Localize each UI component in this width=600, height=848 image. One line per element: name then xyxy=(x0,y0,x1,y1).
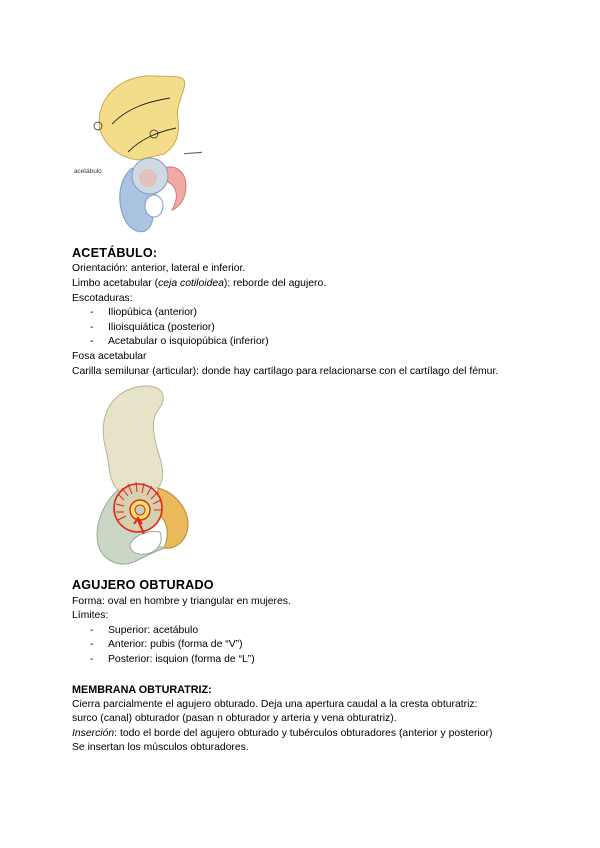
text-orientacion: Orientación: anterior, lateral e inferior. xyxy=(72,263,246,274)
list-item: Posterior: isquion (forma de “L”) xyxy=(108,654,255,665)
text-insercion xyxy=(72,727,493,742)
list-dash: - xyxy=(90,322,94,333)
list-item: Ilioisquiática (posterior) xyxy=(108,322,215,333)
hip-bone-illustration-1 xyxy=(72,68,252,238)
list-item: Iliopúbica (anterior) xyxy=(108,307,197,318)
text-escotaduras: Escotaduras: xyxy=(72,293,133,304)
section-title-acetabulo: ACETÁBULO: xyxy=(72,246,158,260)
text-musculos-obturadores: Se insertan los músculos obturadores. xyxy=(72,742,249,753)
text-carilla: Carilla semilunar (articular): donde hay cartílago para relacionarse con el cartílago del fémur. xyxy=(72,366,499,377)
section-title-agujero-obturado: AGUJERO OBTURADO xyxy=(72,578,214,592)
text-limites: Límites: xyxy=(72,610,109,621)
limbo-post: ): reborde del agujero. xyxy=(223,278,327,289)
list-item: Superior: acetábulo xyxy=(108,625,199,636)
insercion-post: : todo el borde del agujero obturado y tubérculos obturadores (anterior y posterior) xyxy=(114,728,493,739)
list-dash: - xyxy=(90,307,94,318)
insercion-italic: Inserción xyxy=(72,728,115,739)
list-dash: - xyxy=(90,639,94,650)
list-item: Anterior: pubis (forma de “V”) xyxy=(108,639,243,650)
list-dash: - xyxy=(90,336,94,347)
limbo-pre: Limbo acetabular ( xyxy=(72,278,159,289)
list-dash: - xyxy=(90,625,94,636)
section-title-membrana-obturatriz: MEMBRANA OBTURATRIZ: xyxy=(72,684,212,696)
hip-bone-illustration-2 xyxy=(84,384,194,570)
limbo-italic: ceja cotiloidea xyxy=(158,278,224,289)
text-forma: Forma: oval en hombre y triangular en mujeres. xyxy=(72,596,291,607)
list-dash: - xyxy=(90,654,94,665)
text-limbo xyxy=(72,277,326,292)
text-membrana-line1: Cierra parcialmente el agujero obturado. Deja una apertura caudal a la cresta obturatriz: xyxy=(72,699,478,710)
list-item: Acetabular o isquiopúbica (inferior) xyxy=(108,336,269,347)
text-membrana-line2: surco (canal) obturador (pasan n obturador y arteria y vena obturatriz). xyxy=(72,713,397,724)
text-fosa: Fosa acetabular xyxy=(72,351,147,362)
figure-label-acetabulo: acetábulo xyxy=(74,168,102,175)
